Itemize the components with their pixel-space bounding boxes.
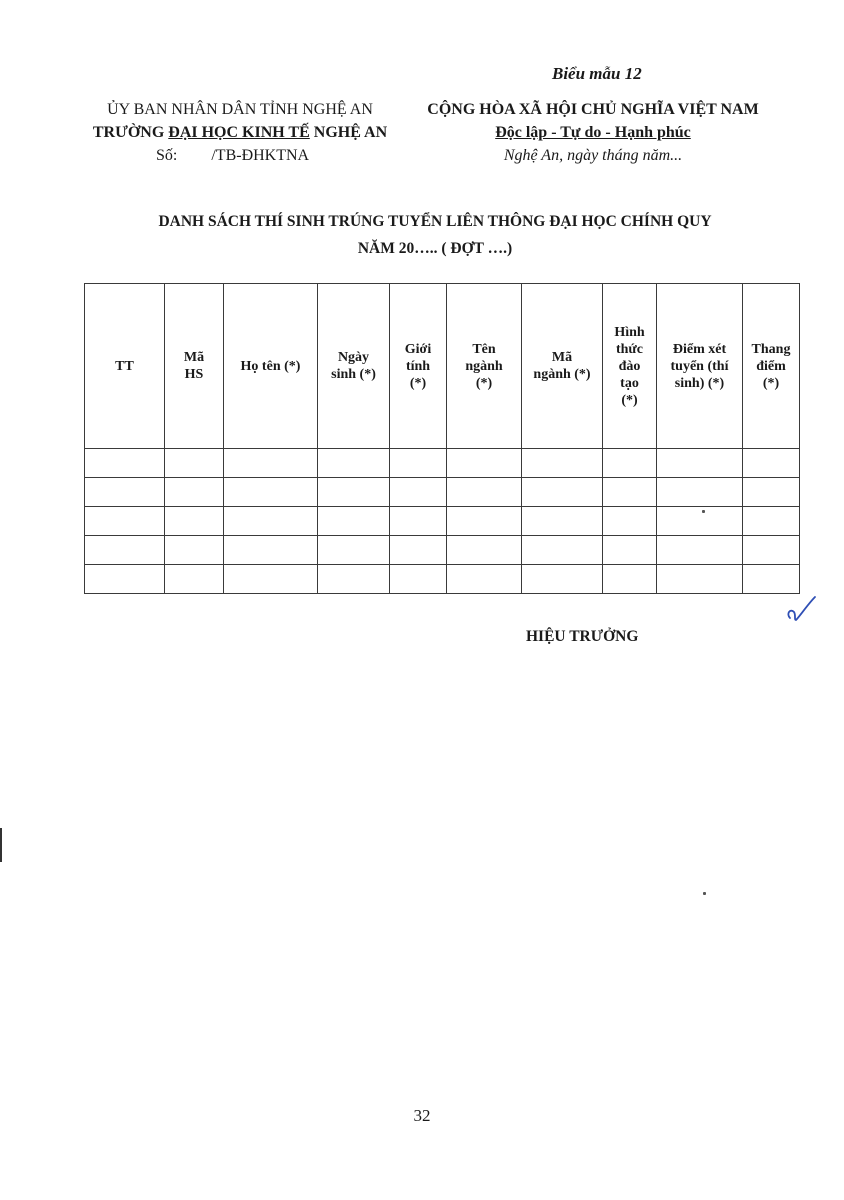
table-cell: [522, 449, 603, 478]
column-header-text: Hình: [614, 324, 645, 340]
scan-edge-mark: [0, 828, 2, 862]
document-number: [70, 144, 410, 167]
table-cell: [447, 449, 522, 478]
column-header-text: (*): [621, 392, 638, 408]
column-header: [318, 284, 390, 449]
column-header-text: Tên: [472, 341, 496, 357]
column-header-text: ngành (*): [533, 367, 591, 382]
table-cell: [318, 449, 390, 478]
national-motto: [408, 121, 778, 144]
column-header: [603, 284, 657, 449]
table-row: [85, 565, 800, 594]
table-cell: [603, 449, 657, 478]
table-cell: [390, 449, 447, 478]
table-cell: [743, 536, 800, 565]
table-row: [85, 449, 800, 478]
table-body: [85, 449, 800, 594]
column-header: [522, 284, 603, 449]
column-header: [390, 284, 447, 449]
column-header-text: ngành: [465, 358, 503, 374]
table-cell: [743, 507, 800, 536]
table-header-row: [85, 284, 800, 449]
table-cell: [447, 507, 522, 536]
column-header-text: sinh (*): [331, 367, 376, 382]
school-name-suffix: NGHỆ AN: [309, 124, 388, 141]
column-header-text: Ngày: [337, 350, 370, 365]
table-cell: [85, 507, 165, 536]
handwritten-check-icon: [784, 594, 818, 628]
table-cell: [390, 478, 447, 507]
page-number: 32: [413, 1106, 431, 1125]
table-cell: [165, 449, 224, 478]
school-name-underlined: ĐẠI HỌC KINH TẾ: [168, 124, 310, 141]
table-cell: [657, 536, 743, 565]
document-number-code: /TB-ĐHKTNA: [211, 147, 310, 164]
table-cell: [318, 507, 390, 536]
column-header: [224, 284, 318, 449]
column-header: [657, 284, 743, 449]
table-cell: [447, 565, 522, 594]
table-cell: [447, 478, 522, 507]
table-cell: [447, 536, 522, 565]
table-row: [85, 536, 800, 565]
table-cell: [318, 478, 390, 507]
document-number-label: Số:: [156, 147, 178, 164]
table-cell: [165, 478, 224, 507]
table-cell: [603, 565, 657, 594]
table-cell: [390, 507, 447, 536]
column-header-text: Giới: [404, 341, 432, 357]
column-header-text: TT: [115, 358, 134, 374]
column-header: [447, 284, 522, 449]
column-header-text: (*): [475, 375, 493, 391]
national-motto-text: Độc lập - Tự do - Hạnh phúc: [495, 124, 691, 141]
column-header-text: tính: [405, 358, 431, 374]
table-cell: [85, 449, 165, 478]
title-line-1: DANH SÁCH THÍ SINH TRÚNG TUYỂN LIÊN THÔNG ĐẠI HỌC CHÍNH QUY: [158, 213, 712, 230]
school-name: [70, 121, 410, 144]
table-cell: [743, 449, 800, 478]
table-cell: [224, 478, 318, 507]
title-line-2: NĂM 20….. ( ĐỢT ….): [357, 240, 513, 257]
column-header-text: HS: [184, 367, 204, 382]
table-cell: [224, 507, 318, 536]
school-name-prefix: TRƯỜNG: [92, 124, 169, 141]
table-cell: [743, 565, 800, 594]
column-header-text: Mã: [551, 350, 573, 365]
column-header-text: đào: [618, 358, 641, 374]
table-cell: [522, 507, 603, 536]
column-header-text: Họ tên (*): [240, 358, 301, 374]
speck-mark: [703, 892, 706, 895]
table-cell: [390, 536, 447, 565]
country-name: CỘNG HÒA XÃ HỘI CHỦ NGHĨA VIỆT NAM: [427, 101, 759, 118]
column-header-text: Điểm xét: [672, 341, 727, 357]
table-cell: [657, 478, 743, 507]
place-date: Nghệ An, ngày tháng năm...: [503, 147, 683, 164]
column-header-text: tuyển (thí: [670, 358, 729, 374]
speck-mark: [702, 510, 705, 513]
column-header-text: sinh) (*): [674, 375, 725, 391]
table-row: [85, 507, 800, 536]
table-cell: [165, 565, 224, 594]
table-cell: [165, 536, 224, 565]
table-cell: [85, 478, 165, 507]
authority-name: ỦY BAN NHÂN DÂN TỈNH NGHỆ AN: [107, 101, 373, 118]
column-header-text: tạo: [620, 375, 639, 391]
column-header: [165, 284, 224, 449]
table-cell: [603, 478, 657, 507]
issuing-authority-block: [70, 98, 410, 167]
table-cell: [657, 507, 743, 536]
table-cell: [743, 478, 800, 507]
table-row: [85, 478, 800, 507]
table-cell: [85, 536, 165, 565]
column-header-text: thức: [615, 341, 644, 357]
column-header-text: (*): [762, 375, 780, 391]
table-cell: [318, 565, 390, 594]
document-title: [70, 208, 800, 262]
table-cell: [224, 565, 318, 594]
column-header-text: Mã: [183, 350, 205, 365]
table-cell: [85, 565, 165, 594]
form-number: Biểu mẫu 12: [552, 64, 642, 83]
column-header: [743, 284, 800, 449]
table-cell: [318, 536, 390, 565]
table-cell: [522, 478, 603, 507]
table-cell: [603, 536, 657, 565]
national-header-block: [408, 98, 778, 167]
column-header-text: điểm: [756, 358, 786, 374]
column-header-text: Thang: [751, 341, 791, 357]
table-cell: [603, 507, 657, 536]
table-cell: [657, 565, 743, 594]
table-cell: [522, 536, 603, 565]
table-cell: [657, 449, 743, 478]
admitted-students-table: [84, 283, 800, 594]
table-cell: [522, 565, 603, 594]
column-header-text: (*): [409, 375, 427, 391]
signer-title: HIỆU TRƯỞNG: [526, 628, 639, 645]
table-cell: [224, 536, 318, 565]
table-cell: [224, 449, 318, 478]
column-header: [85, 284, 165, 449]
table-cell: [165, 507, 224, 536]
table-cell: [390, 565, 447, 594]
